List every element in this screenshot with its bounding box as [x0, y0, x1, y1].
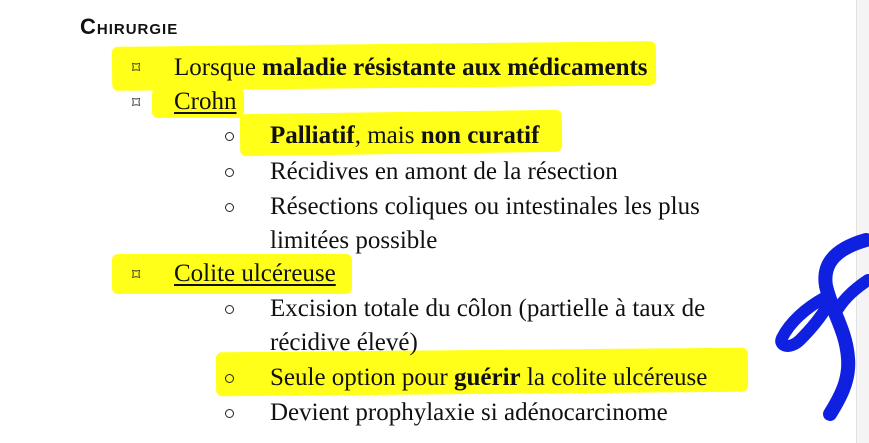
item-text-bold: guérir	[454, 364, 521, 391]
item-text: Résections coliques ou intestinales les plus	[270, 193, 700, 220]
item-text: Colite ulcéreuse	[174, 260, 336, 287]
bullet-icon: ⌑	[132, 58, 141, 77]
item-text: , mais	[354, 122, 421, 149]
item-text: Devient prophylaxie si adénocarcinome	[270, 399, 668, 426]
item-text: limitées possible	[270, 227, 438, 254]
item-text: Seule option pour	[270, 364, 455, 391]
section-heading: Chirurgie	[80, 14, 179, 39]
item-text-bold: maladie résistante aux médicaments	[262, 54, 648, 81]
item-text: récidive élevé)	[270, 329, 418, 356]
item-text: Excision totale du côlon (partielle à taux de	[270, 295, 706, 322]
bullet-icon: ⌑	[132, 93, 141, 112]
item-text: Récidives en amont de la résection	[270, 158, 618, 185]
item-text-bold: Palliatif	[270, 122, 355, 149]
item-text: Lorsque	[174, 54, 263, 81]
bullet-icon: ⌑	[132, 265, 141, 284]
item-text-bold: non curatif	[420, 122, 540, 149]
item-text: Crohn	[174, 88, 237, 115]
item-text: la colite ulcéreuse	[520, 364, 708, 391]
